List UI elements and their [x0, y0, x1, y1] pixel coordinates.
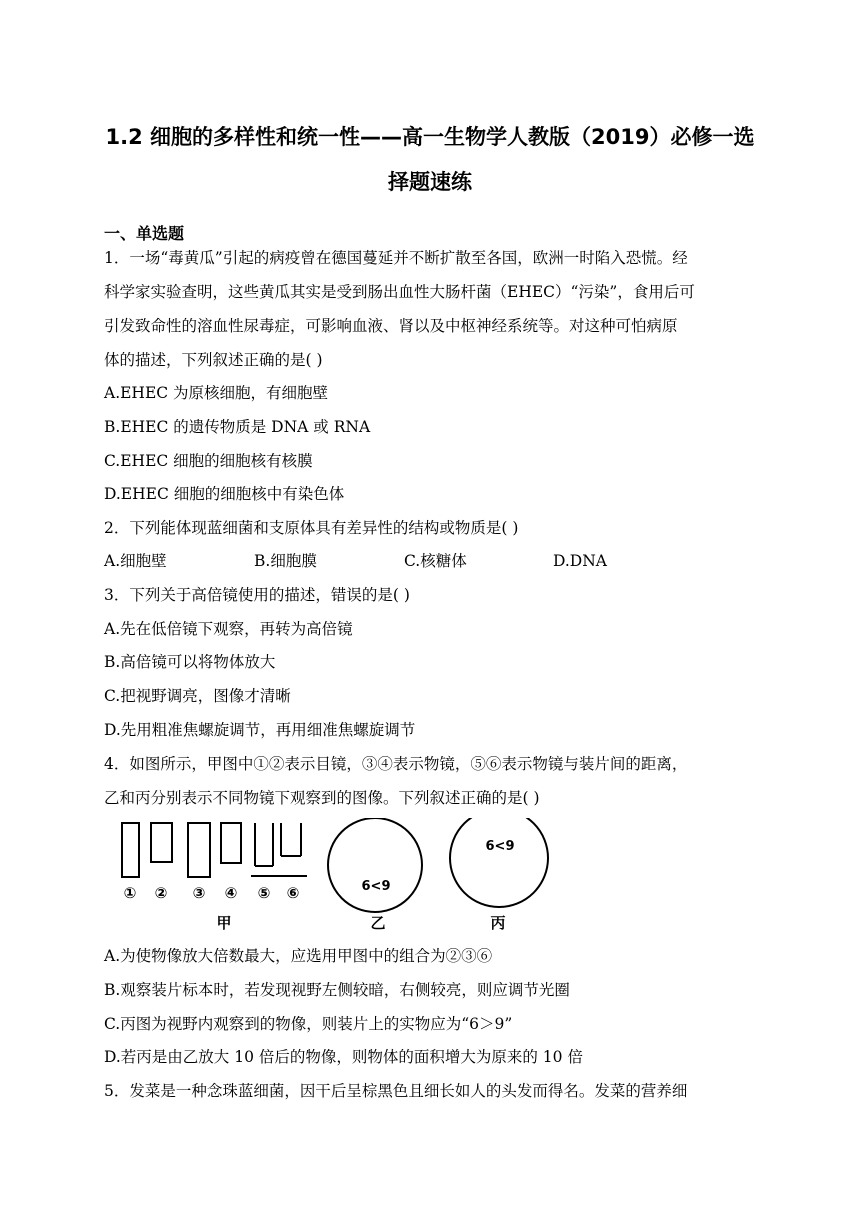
question-4-stem-line: 4．如图所示，甲图中①②表示目镜，③④表示物镜，⑤⑥表示物镜与装片间的距离，	[104, 755, 688, 773]
label-num-5: ⑤	[257, 884, 271, 902]
question-3-stem: 3．下列关于高倍镜使用的描述，错误的是( )	[104, 586, 410, 604]
label-bing: 丙	[490, 914, 506, 932]
question-4-option-a: A.为使物像放大倍数最大，应选用甲图中的组合为②③⑥	[104, 947, 493, 965]
question-3-option-d: D.先用粗准焦螺旋调节，再用细准焦螺旋调节	[104, 721, 416, 739]
label-num-6: ⑥	[286, 884, 300, 902]
question-2-option-c: C.核糖体	[404, 552, 467, 570]
question-3-option-c: C.把视野调亮，图像才清晰	[104, 687, 291, 705]
circle-yi-text: 6<9	[361, 879, 391, 894]
microscope-figure	[118, 818, 558, 938]
question-1-stem-line: 体的描述，下列叙述正确的是( )	[104, 351, 323, 369]
question-1-option-a: A.EHEC 为原核细胞，有细胞壁	[104, 384, 329, 402]
question-1-option-b: B.EHEC 的遗传物质是 DNA 或 RNA	[104, 418, 371, 436]
eyepiece-2	[151, 823, 172, 862]
question-1-option-d: D.EHEC 细胞的细胞核中有染色体	[104, 485, 345, 503]
question-2-option-b: B.细胞膜	[254, 552, 317, 570]
document-title-line1: 1.2 细胞的多样性和统一性——高一生物学人教版（2019）必修一选	[105, 125, 755, 149]
question-2-option-a: A.细胞壁	[104, 552, 167, 570]
question-1-stem-line: 1．一场“毒黄瓜”引起的病疫曾在德国蔓延并不断扩散至各国，欧洲一时陷入恐慌。经	[104, 249, 688, 267]
question-4-option-c: C.丙图为视野内观察到的物像，则装片上的实物应为“6＞9”	[104, 1015, 513, 1033]
question-4-stem-line: 乙和丙分别表示不同物镜下观察到的图像。下列叙述正确的是( )	[104, 789, 540, 807]
question-1-option-c: C.EHEC 细胞的细胞核有核膜	[104, 452, 313, 470]
label-num-1: ①	[123, 884, 137, 902]
question-2-stem: 2．下列能体现蓝细菌和支原体具有差异性的结构或物质是( )	[104, 519, 519, 537]
question-3-option-b: B.高倍镜可以将物体放大	[104, 653, 276, 671]
label-num-3: ③	[192, 884, 206, 902]
question-3-option-a: A.先在低倍镜下观察，再转为高倍镜	[104, 620, 353, 638]
question-1-stem-line: 引发致命性的溶血性尿毒症，可影响血液、肾以及中枢神经系统等。对这种可怕病原	[104, 317, 678, 335]
eyepiece-1	[122, 823, 139, 877]
question-4-option-d: D.若丙是由乙放大 10 倍后的物像，则物体的面积增大为原来的 10 倍	[104, 1048, 583, 1066]
label-num-4: ④	[224, 884, 238, 902]
question-5-stem-line: 5．发菜是一种念珠蓝细菌，因干后呈棕黑色且细长如人的头发而得名。发菜的营养细	[104, 1082, 688, 1100]
question-1-stem-line: 科学家实验查明，这些黄瓜其实是受到肠出血性大肠杆菌（EHEC）“污染”，食用后可	[104, 283, 695, 301]
label-yi: 乙	[370, 914, 386, 932]
field-yi-circle	[328, 818, 422, 912]
question-2-options	[104, 551, 724, 571]
label-jia: 甲	[216, 914, 232, 932]
question-4-option-b: B.观察装片标本时，若发现视野左侧较暗，右侧较亮，则应调节光圈	[104, 981, 570, 999]
question-2-option-d: D.DNA	[553, 552, 607, 570]
label-num-2: ②	[154, 884, 168, 902]
document-title-line2: 择题速练	[388, 170, 472, 194]
section-heading: 一、单选题	[104, 224, 185, 243]
figure-svg	[118, 818, 558, 938]
field-bing-circle	[450, 818, 548, 907]
objective-4	[221, 823, 241, 863]
circle-bing-text: 6<9	[485, 839, 515, 854]
objective-3	[188, 823, 210, 877]
